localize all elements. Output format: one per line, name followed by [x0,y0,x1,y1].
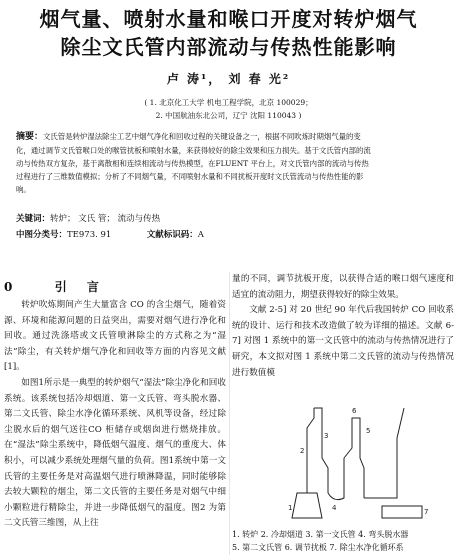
system-diagram-figure [282,398,432,523]
water-treatment-tank [382,506,422,518]
converter-outline [292,493,322,518]
figure-label: 3 [324,432,329,440]
abstract-line: 化，通过调节文氏管喉口处的喉管扰板和喷射水量，来获得较好的除尘效果和压力损失。基于文氏管内部的流 [16,146,371,155]
keywords-line [16,212,160,224]
paragraph: 转炉吹炼期间产生大量富含 CO 的含尘烟气，随着资源、环境和能源问题的日益突出，需要对烟气进行净化和回收。通过洗涤塔或文氏管喷淋除尘的方式称之为“湿法”除尘，有关转炉烟气净化和回收等方面的内容见文献[1]。 [4,300,226,373]
stack [397,408,404,438]
figure-label: 4 [332,504,337,512]
clc-label: 中图分类号： [16,230,68,240]
clc-value: TE973. 91 [67,230,112,240]
paragraph: 量的不同，调节扰板开度，以获得合适的喉口烟气速度和适宜的流动阻力，期望获得较好的除尘效果。 [232,274,454,300]
abstract [16,130,441,196]
abstract-line: 过程进行了三维数值模拟；分析了不同烟气量，不同喷射水量和不同扰板开度时文氏管流动与传热性能的影 [16,172,364,181]
figure-label: 1 [288,504,293,512]
abstract-line: 响。 [16,185,31,194]
authors: 卢 涛¹， 刘 春 光² [166,72,291,86]
first-venturi [314,408,328,493]
doc-code-label: 文献标识码： [146,230,198,240]
section-title: 引 言 [54,280,107,294]
cooling-flue [307,408,314,493]
paper-title-line-1: 烟气量、喷射水量和喉口开度对转炉烟气 [39,7,418,31]
paper-title-line-2: 除尘文氏管内部流动与传热性能影响 [60,35,397,59]
keywords-label: 关键词： [16,214,51,224]
figure-label: 7 [424,508,429,516]
doc-code-value: A [197,230,204,240]
elbow-separator [328,458,344,500]
column-divider [229,272,230,555]
classification-line [16,228,204,240]
section-heading [4,278,107,295]
keywords: 转炉； 文氏 管； 流动与传热 [50,214,161,224]
abstract-label: 摘要： [16,132,44,142]
abstract-line: 文氏管是转炉湿法除尘工艺中烟气净化和回收过程的关键设备之一，根据不同吹炼时期烟气量的变 [43,132,361,141]
affiliation-2: 2. 中国航油东北公司，辽宁 沈阳 110043 ) [155,111,302,120]
right-column [232,272,454,381]
section-number: 0 [4,280,21,294]
figure-label: 6 [352,407,357,415]
figure-caption [232,528,454,554]
abstract-line: 动与传热双方复杂，基于离散相和连续相流动与传热模型，在FLUENT 平台上，对文氏管内部的流动与传热 [16,159,369,168]
caption-line: 5. 第二文氏管 6. 调节扰板 7. 除尘水净化循环系 [232,543,404,552]
left-column [4,298,226,532]
caption-line: 1. 转炉 2. 冷却烟道 3. 第一文氏管 4. 弯头脱水器 [232,530,409,539]
connecting-pipe [364,438,397,498]
affiliation-1: ( 1. 北京化工大学 机电工程学院，北京 100029； [144,98,313,107]
paragraph: 如图1所示是一典型的转炉烟气“湿法”除尘净化和回收系统。该系统包括冷却烟道、第一文氏管、弯头脱水器、第二文氏管、除尘水净化循环系统、风机等设备，经过除尘脱水后的烟气送往CO 柜储存或烟囱进行燃烧排放。在“湿法”除尘系统中，降低烟气温度、烟气的重度大、体积小，可以减少系统处理烟气量的负荷。图1系统中第一文氏管的主要任务是对高温烟气进行喷淋降温，同时能够除去较大颗粒的烟尘，第二文氏管的主要任务是对烟气中细小颗粒进行精除尘，并进一步降低烟气的温度。图2 为第二文氏管三维图，从上往 [4,377,226,529]
paragraph: 文献 2-5] 对 20 世纪 90 年代后我国转炉 CO 回收系统的设计、运行和技术改造做了较为详细的描述。文献 6-7] 对图 1 系统中的第一文氏管中的流动与传热情况进行了研究，本文拟对图 1 系统中第二文氏管的流动与传热情况进行数值模 [232,305,454,378]
second-venturi [344,418,364,498]
figure-label: 5 [366,427,371,435]
figure-label: 2 [300,447,305,455]
